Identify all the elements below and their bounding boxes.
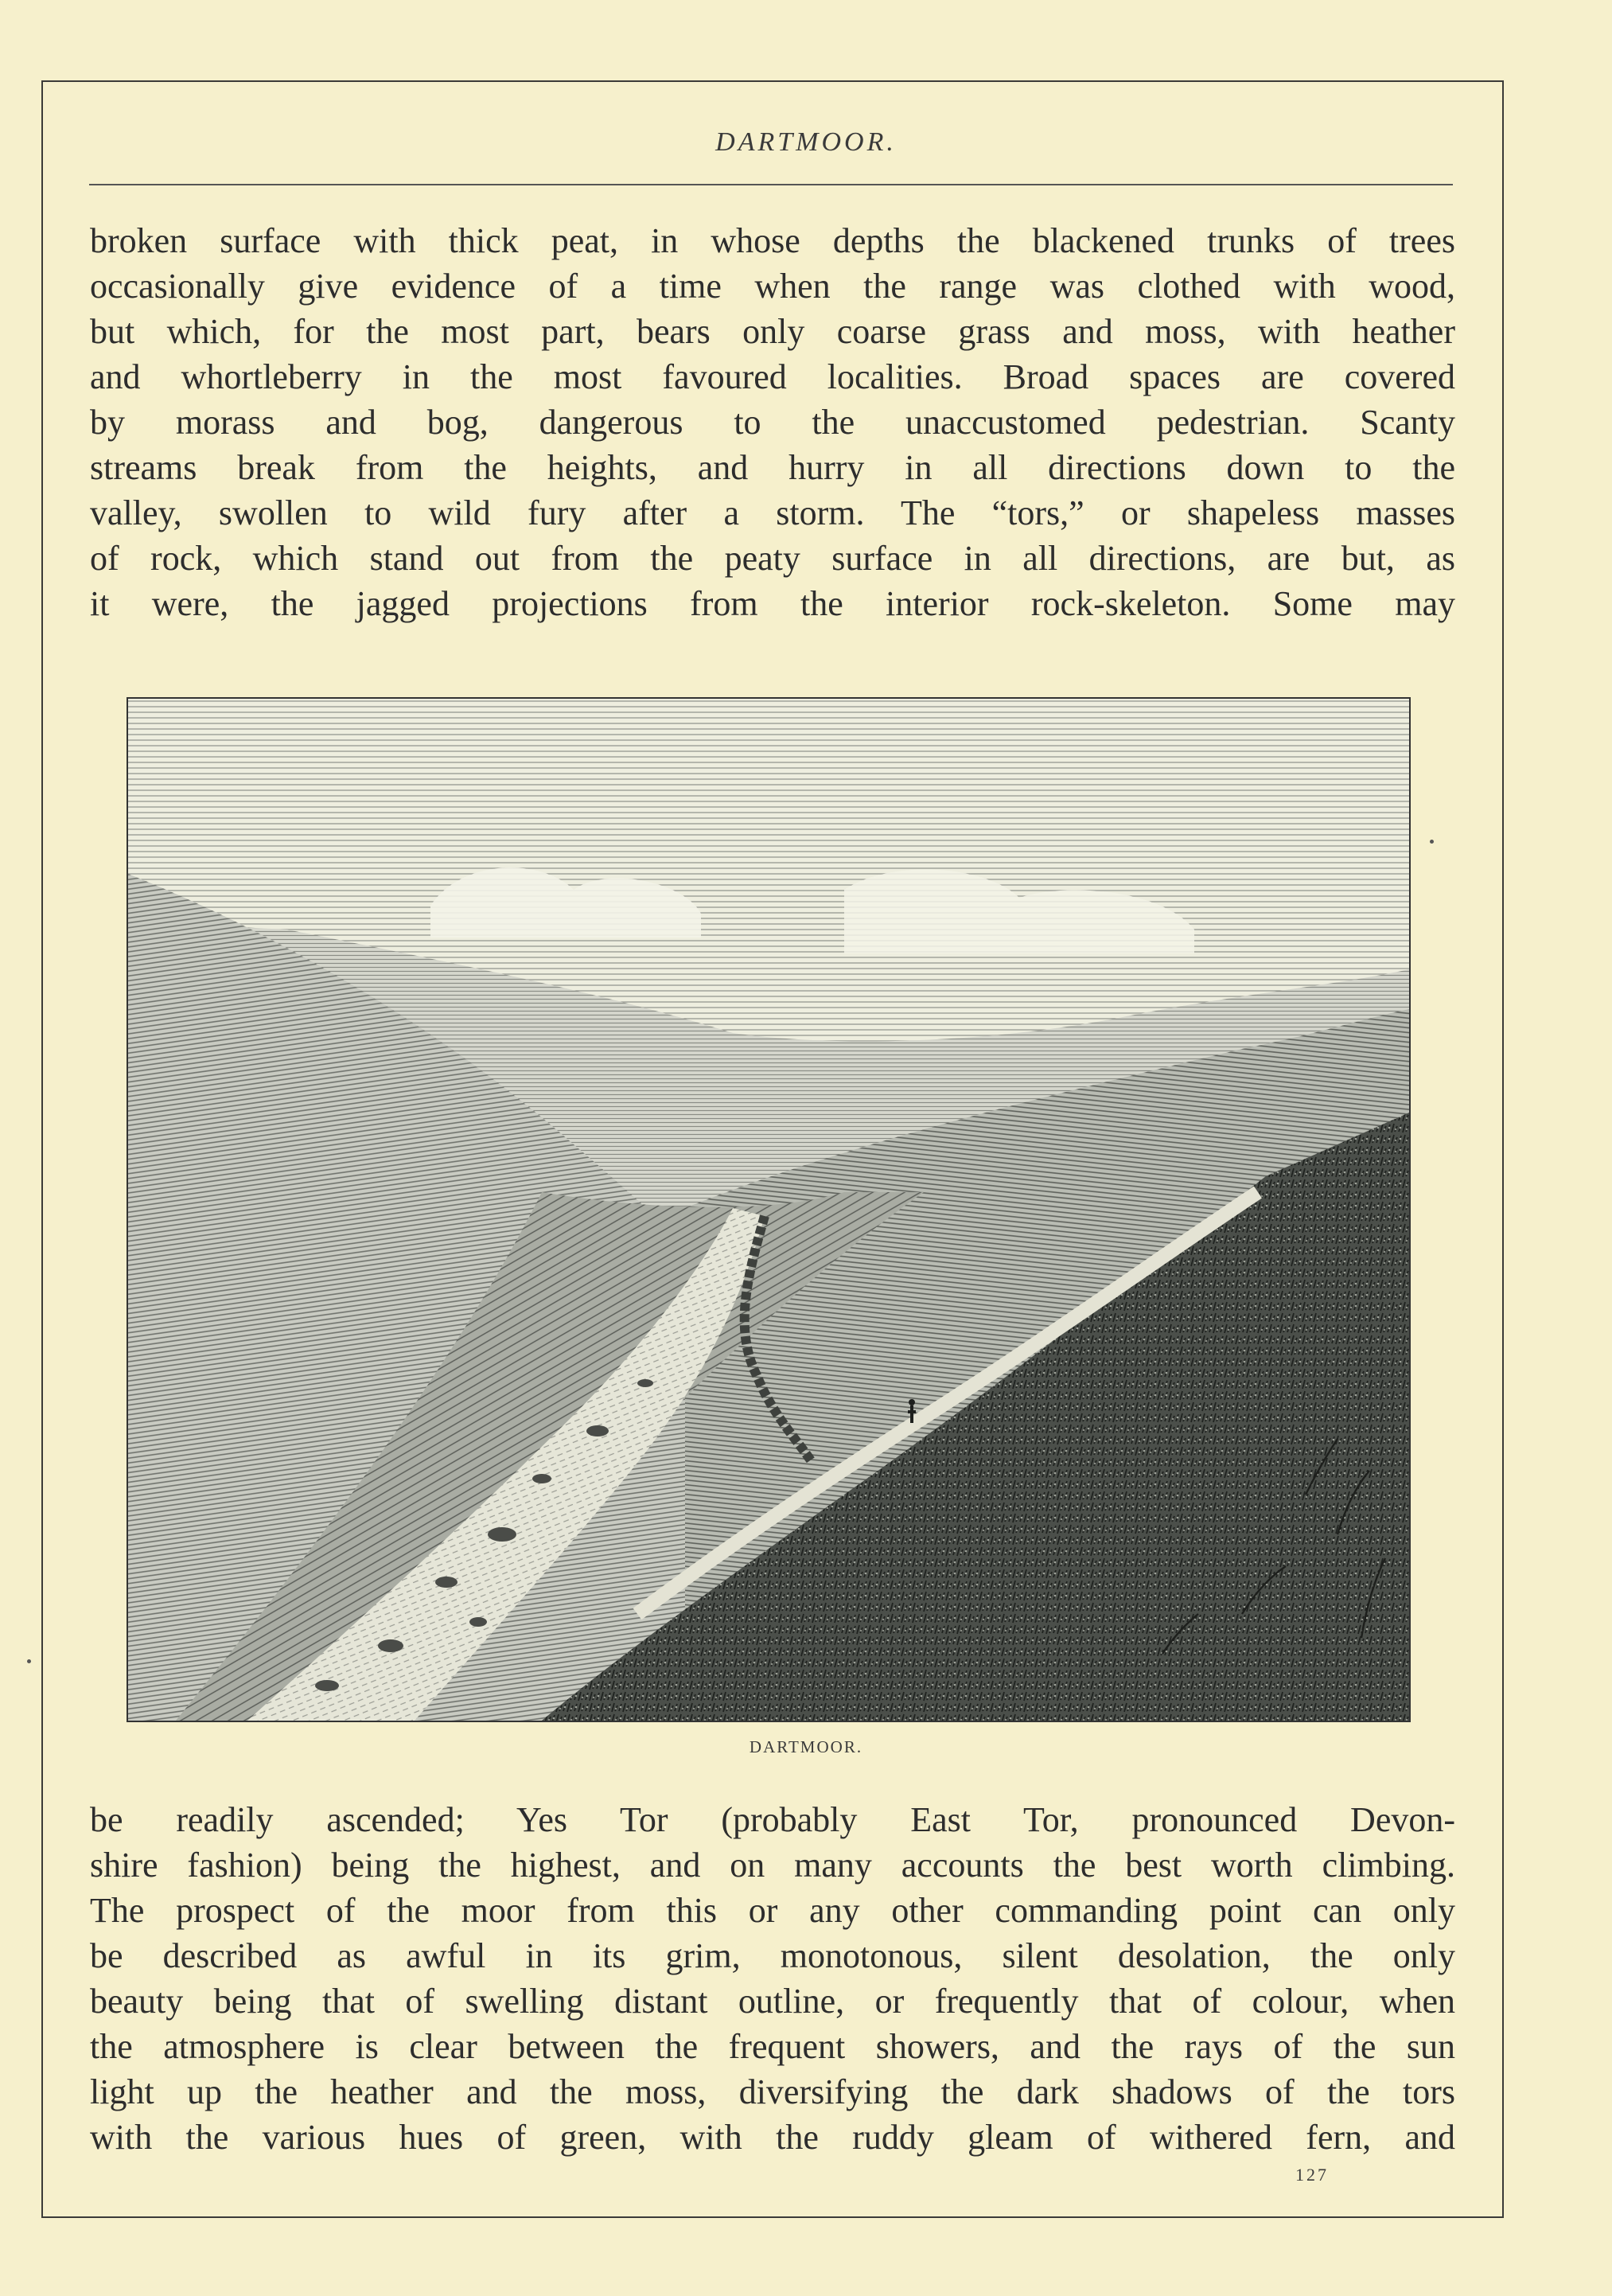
- running-head: DARTMOOR.: [715, 127, 897, 157]
- moorland-valley-engraving: [128, 699, 1409, 1721]
- text-line: the atmosphere is clear between the frequent showers, and the rays of the sun: [90, 2027, 1455, 2066]
- text-line: be readily ascended; Yes Tor (probably East Tor, pronounced Devon-: [90, 1800, 1455, 1839]
- margin-mark: [1430, 840, 1434, 844]
- margin-mark: [27, 1659, 31, 1663]
- text-line: it were, the jagged projections from the interior rock-skeleton. Some may: [90, 584, 1455, 623]
- text-line: shire fashion) being the highest, and on many accounts the best worth climbing.: [90, 1846, 1455, 1885]
- text-line: of rock, which stand out from the peaty surface in all directions, are but, as: [90, 539, 1455, 578]
- text-line: occasionally give evidence of a time when the range was clothed with wood,: [90, 267, 1455, 306]
- text-line: be described as awful in its grim, monotonous, silent desolation, the only: [90, 1936, 1455, 1975]
- text-line: broken surface with thick peat, in whose depths the blackened trunks of trees: [90, 221, 1455, 260]
- paragraph-top: [90, 218, 1455, 626]
- text-line: valley, swollen to wild fury after a storm. The “tors,” or shapeless masses: [90, 493, 1455, 532]
- text-line: by morass and bog, dangerous to the unaccustomed pedestrian. Scanty: [90, 403, 1455, 442]
- text-line: but which, for the most part, bears only coarse grass and moss, with heather: [90, 312, 1455, 351]
- paragraph-bottom: [90, 1797, 1455, 2160]
- text-line: light up the heather and the moss, diversifying the dark shadows of the tors: [90, 2072, 1455, 2111]
- text-line: beauty being that of swelling distant outline, or frequently that of colour, when: [90, 1982, 1455, 2021]
- header-rule: [89, 184, 1453, 185]
- text-line: streams break from the heights, and hurry in all directions down to the: [90, 448, 1455, 487]
- engraving-illustration: [127, 697, 1411, 1722]
- text-line: The prospect of the moor from this or any other commanding point can only: [90, 1891, 1455, 1930]
- text-line: and whortleberry in the most favoured localities. Broad spaces are covered: [90, 357, 1455, 396]
- page-number: 127: [1295, 2165, 1329, 2185]
- figure-caption: DARTMOOR.: [749, 1737, 863, 1756]
- text-line: with the various hues of green, with the ruddy gleam of withered fern, and: [90, 2118, 1455, 2157]
